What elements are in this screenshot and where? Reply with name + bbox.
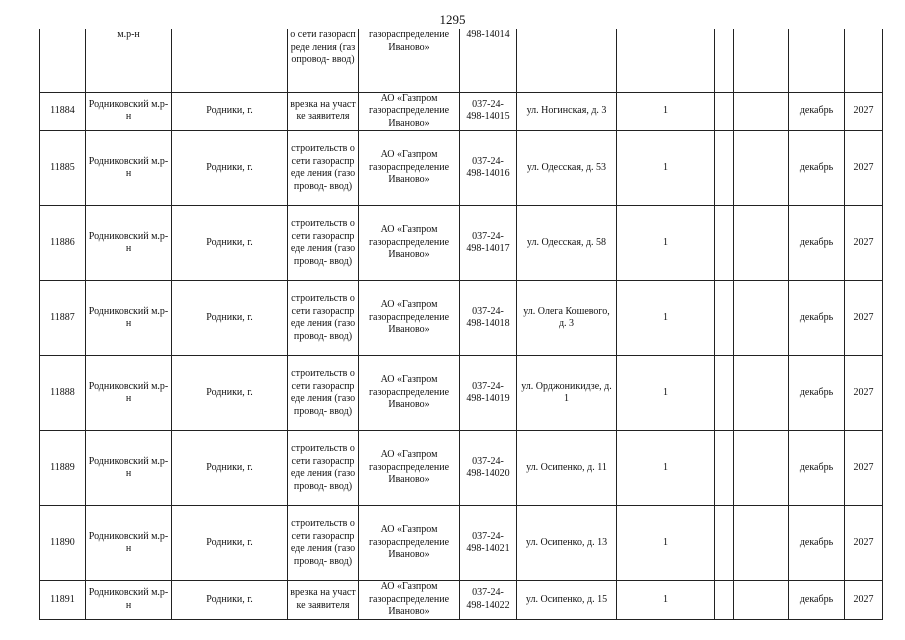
table-row [40,92,883,131]
cell-region: м.р-н [86,29,172,92]
table-row [40,431,883,506]
cell-year: 2027 [845,431,883,506]
cell-locality: Родники, г. [172,581,288,620]
cell-count: 1 [617,92,715,131]
cell-empty [715,131,734,206]
cell-empty [734,281,789,356]
cell-empty [715,281,734,356]
cell-operator: АО «Газпром газораспределение Иваново» [359,506,460,581]
cell-year: 2027 [845,206,883,281]
table-row [40,356,883,431]
cell-address [517,29,617,92]
cell-locality: Родники, г. [172,131,288,206]
cell-locality: Родники, г. [172,92,288,131]
cell-year [845,29,883,92]
cell-region: Родниковский м.р-н [86,581,172,620]
cell-address: ул. Осипенко, д. 15 [517,581,617,620]
cell-work-type: строительств о сети газораспреде ления (газопровод- ввод) [288,506,359,581]
table-row [40,506,883,581]
cell-num: 11888 [40,356,86,431]
cell-work-type: строительств о сети газораспреде ления (газопровод- ввод) [288,281,359,356]
cell-address: ул. Ногинская, д. 3 [517,92,617,131]
cell-count: 1 [617,356,715,431]
cell-count: 1 [617,206,715,281]
cell-empty [734,206,789,281]
cell-work-type: врезка на участке заявителя [288,92,359,131]
cell-region: Родниковский м.р-н [86,281,172,356]
cell-empty [715,206,734,281]
cell-operator: АО «Газпром газораспределение Иваново» [359,431,460,506]
cell-region: Родниковский м.р-н [86,356,172,431]
cell-address: ул. Олега Кошевого, д. 3 [517,281,617,356]
cell-month [789,29,845,92]
cell-year: 2027 [845,92,883,131]
cell-empty [734,131,789,206]
gas-connection-table [39,29,883,620]
cell-empty [715,581,734,620]
cell-num: 11886 [40,206,86,281]
cell-address: ул. Осипенко, д. 13 [517,506,617,581]
cell-empty [734,29,789,92]
cell-year: 2027 [845,281,883,356]
cell-code: 037-24- 498-14021 [460,506,517,581]
cell-count: 1 [617,281,715,356]
cell-locality: Родники, г. [172,506,288,581]
cell-operator: АО «Газпром газораспределение Иваново» [359,206,460,281]
cell-month: декабрь [789,431,845,506]
table-row-fragment [40,29,883,92]
cell-empty [734,92,789,131]
cell-month: декабрь [789,506,845,581]
cell-operator: газораспределение Иваново» [359,29,460,92]
cell-num [40,29,86,92]
cell-year: 2027 [845,581,883,620]
cell-region: Родниковский м.р-н [86,131,172,206]
table-row [40,281,883,356]
cell-work-type: врезка на участке заявителя [288,581,359,620]
cell-month: декабрь [789,131,845,206]
cell-operator: АО «Газпром газораспределение Иваново» [359,92,460,131]
cell-region: Родниковский м.р-н [86,206,172,281]
cell-empty [715,29,734,92]
cell-empty [715,431,734,506]
cell-year: 2027 [845,356,883,431]
cell-locality: Родники, г. [172,431,288,506]
cell-code: 037-24- 498-14017 [460,206,517,281]
cell-address: ул. Одесская, д. 53 [517,131,617,206]
cell-work-type: строительств о сети газораспреде ления (газопровод- ввод) [288,431,359,506]
cell-code: 037-24- 498-14018 [460,281,517,356]
cell-code: 037-24- 498-14019 [460,356,517,431]
cell-locality [172,29,288,92]
cell-work-type: строительств о сети газораспреде ления (газопровод- ввод) [288,206,359,281]
cell-address: ул. Одесская, д. 58 [517,206,617,281]
cell-locality: Родники, г. [172,281,288,356]
cell-num: 11890 [40,506,86,581]
cell-work-type: строительств о сети газораспреде ления (газопровод- ввод) [288,356,359,431]
cell-work-type: строительств о сети газораспреде ления (газопровод- ввод) [288,131,359,206]
table-row [40,131,883,206]
cell-locality: Родники, г. [172,356,288,431]
cell-locality: Родники, г. [172,206,288,281]
cell-operator: АО «Газпром газораспределение Иваново» [359,281,460,356]
cell-empty [734,506,789,581]
cell-empty [715,92,734,131]
cell-code: 037-24- 498-14020 [460,431,517,506]
cell-month: декабрь [789,206,845,281]
cell-code: 037-24- 498-14022 [460,581,517,620]
table-row [40,206,883,281]
cell-region: Родниковский м.р-н [86,431,172,506]
cell-count: 1 [617,431,715,506]
cell-code: 037-24- 498-14015 [460,92,517,131]
cell-num: 11884 [40,92,86,131]
cell-address: ул. Орджоникидзе, д. 1 [517,356,617,431]
cell-region: Родниковский м.р-н [86,92,172,131]
cell-num: 11887 [40,281,86,356]
cell-month: декабрь [789,356,845,431]
cell-month: декабрь [789,281,845,356]
cell-year: 2027 [845,131,883,206]
cell-count: 1 [617,506,715,581]
cell-address: ул. Осипенко, д. 11 [517,431,617,506]
cell-num: 11891 [40,581,86,620]
cell-empty [734,356,789,431]
cell-month: декабрь [789,92,845,131]
cell-count [617,29,715,92]
cell-empty [734,431,789,506]
cell-num: 11889 [40,431,86,506]
cell-num: 11885 [40,131,86,206]
cell-count: 1 [617,581,715,620]
cell-empty [734,581,789,620]
cell-operator: АО «Газпром газораспределение Иваново» [359,131,460,206]
cell-operator: АО «Газпром газораспределение Иваново» [359,356,460,431]
cell-code: 498-14014 [460,29,517,92]
cell-operator: АО «Газпром газораспределение Иваново» [359,581,460,620]
cell-region: Родниковский м.р-н [86,506,172,581]
cell-empty [715,356,734,431]
cell-empty [715,506,734,581]
cell-month: декабрь [789,581,845,620]
cell-year: 2027 [845,506,883,581]
page-number: 1295 [439,12,466,27]
cell-count: 1 [617,131,715,206]
cell-code: 037-24- 498-14016 [460,131,517,206]
cell-work-type: о сети газораспреде ления (газопровод- ввод) [288,29,359,92]
table-row [40,581,883,620]
